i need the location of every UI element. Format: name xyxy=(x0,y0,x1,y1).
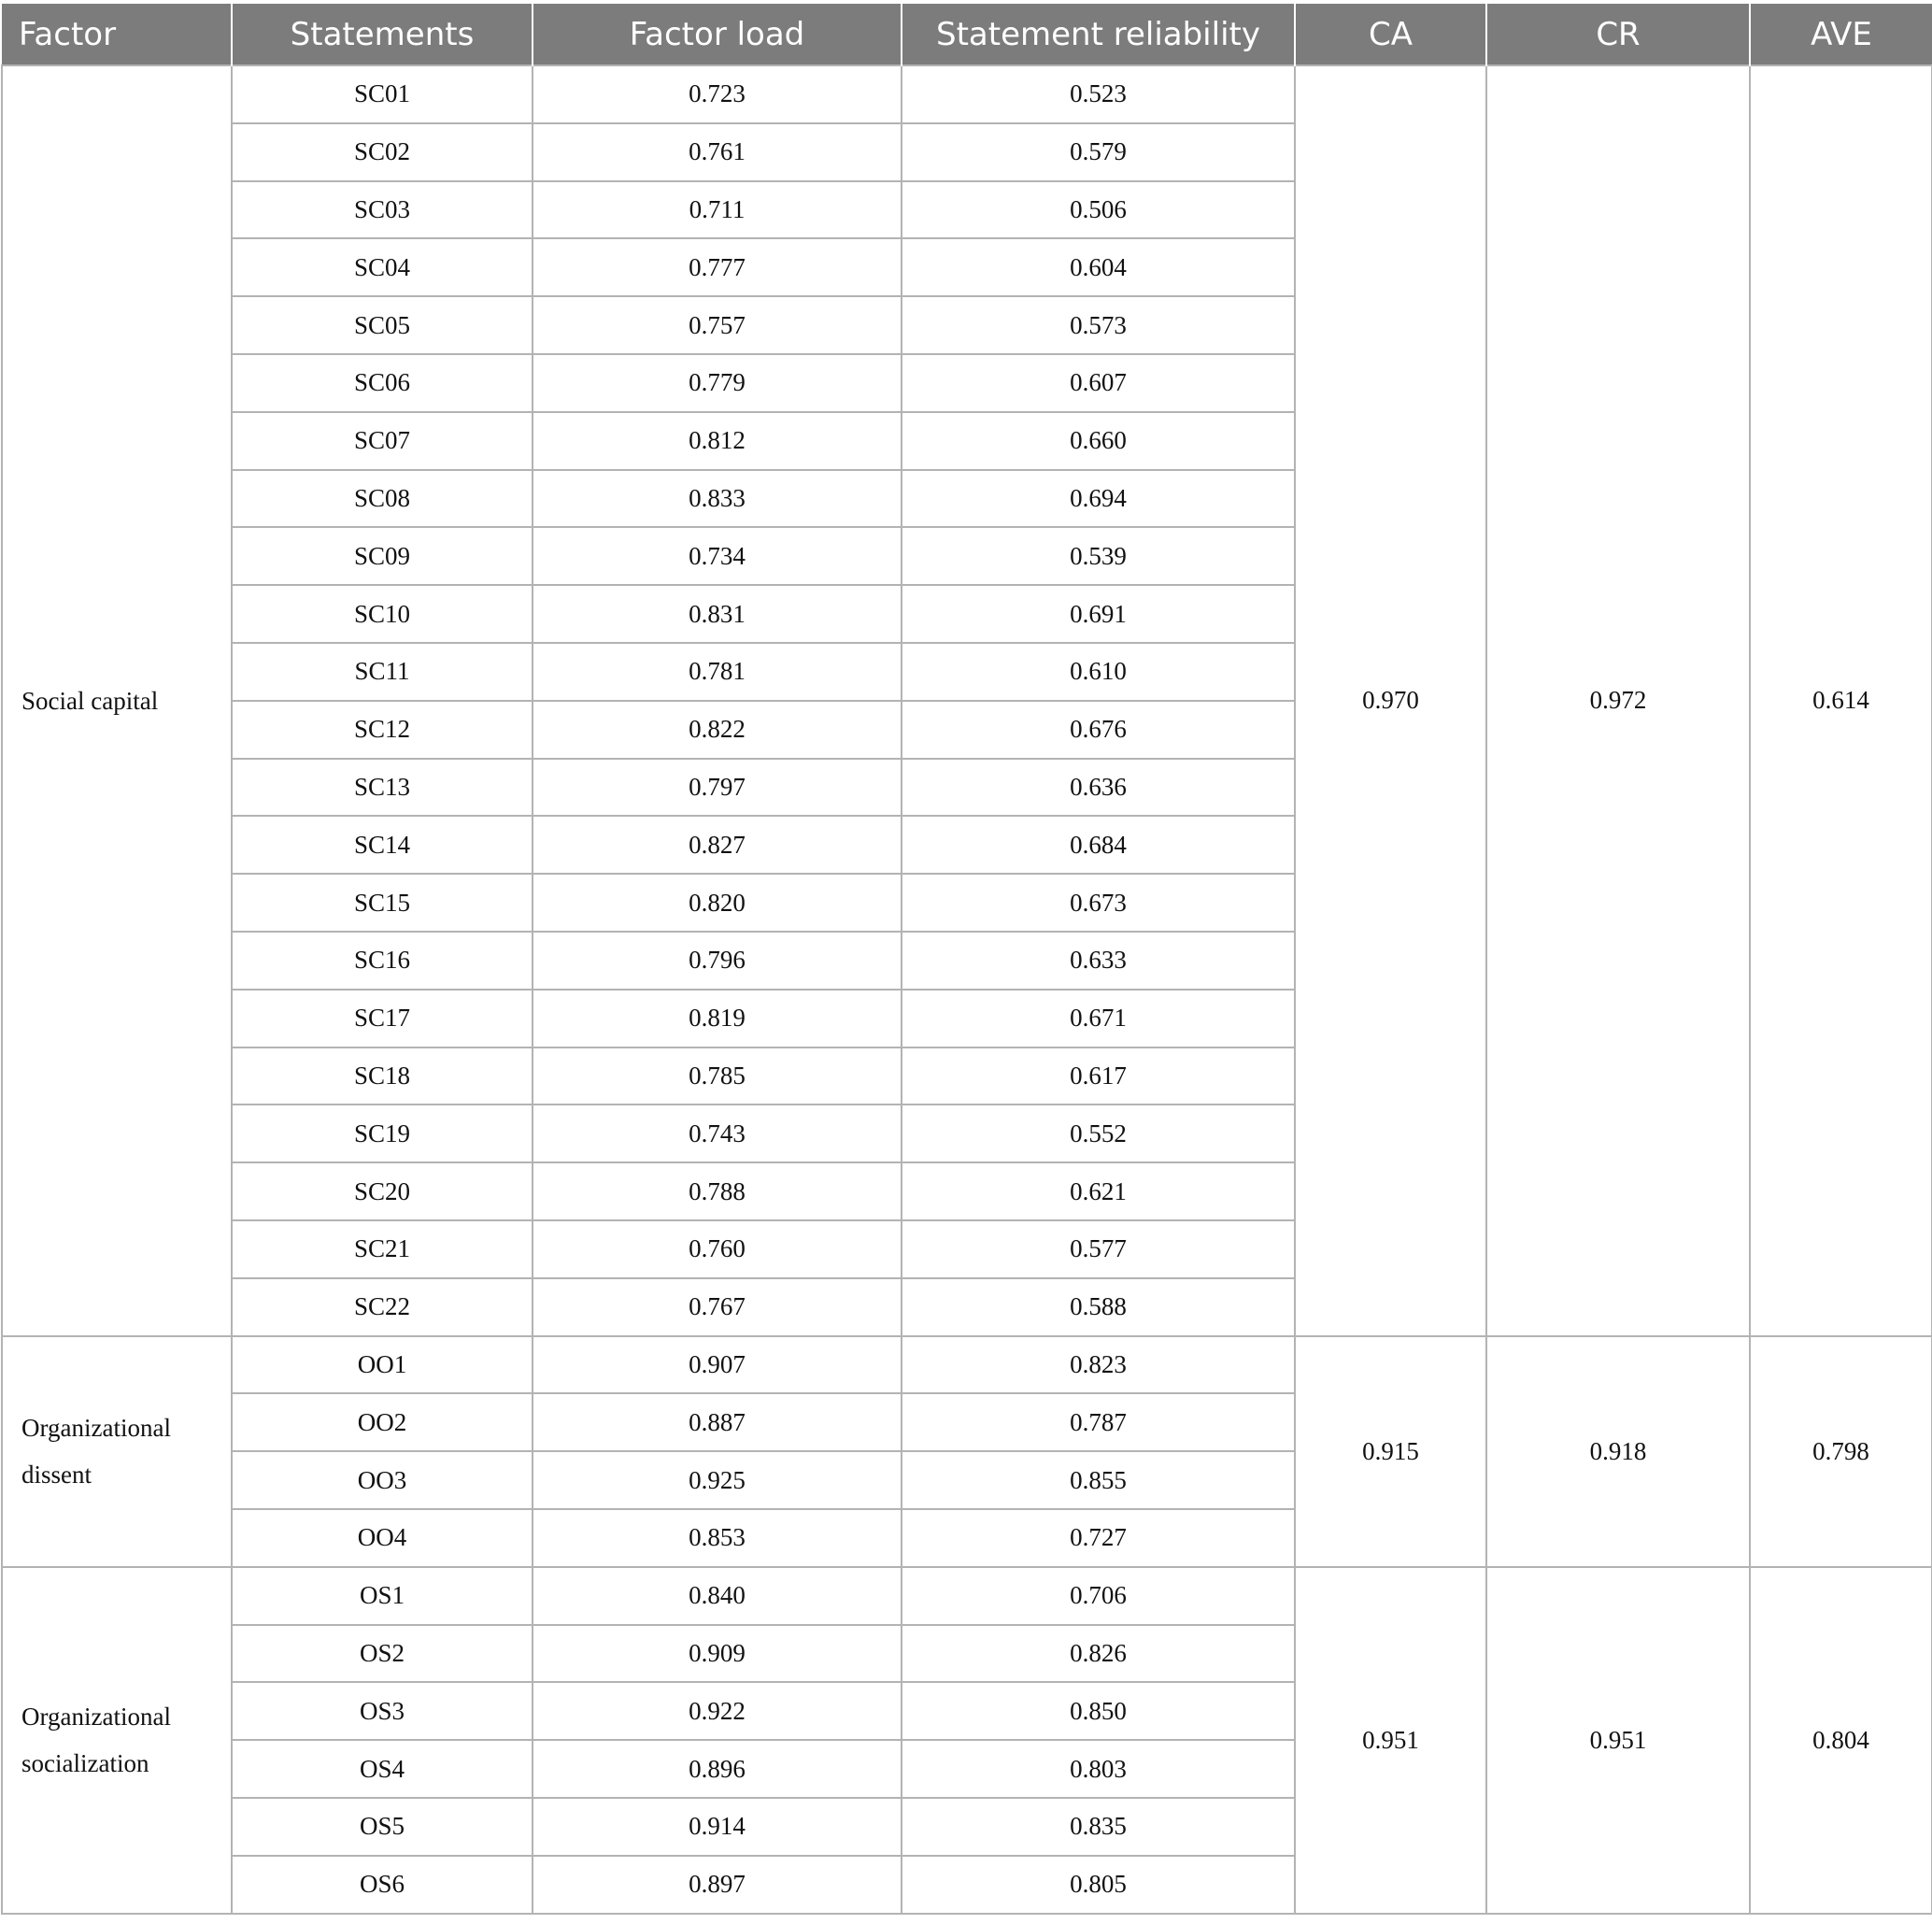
factor-load-cell: 0.761 xyxy=(533,123,902,181)
statement-cell: SC05 xyxy=(232,296,533,354)
statement-reliability-cell: 0.694 xyxy=(902,470,1295,528)
statement-reliability-cell: 0.617 xyxy=(902,1048,1295,1105)
factor-load-cell: 0.922 xyxy=(533,1682,902,1740)
statement-cell: OO3 xyxy=(232,1451,533,1509)
cr-cell: 0.951 xyxy=(1486,1567,1750,1914)
statement-reliability-cell: 0.673 xyxy=(902,874,1295,932)
factor-load-cell: 0.833 xyxy=(533,470,902,528)
header-ca: CA xyxy=(1295,4,1486,65)
header-cr: CR xyxy=(1486,4,1750,65)
statement-cell: OS1 xyxy=(232,1567,533,1625)
factor-load-cell: 0.819 xyxy=(533,990,902,1048)
factor-load-cell: 0.723 xyxy=(533,65,902,123)
statement-reliability-cell: 0.506 xyxy=(902,181,1295,239)
factor-load-cell: 0.822 xyxy=(533,701,902,759)
statement-cell: SC15 xyxy=(232,874,533,932)
factor-load-cell: 0.777 xyxy=(533,238,902,296)
statement-reliability-cell: 0.552 xyxy=(902,1105,1295,1162)
statement-cell: OS4 xyxy=(232,1740,533,1798)
factor-load-cell: 0.711 xyxy=(533,181,902,239)
factor-load-cell: 0.853 xyxy=(533,1509,902,1567)
statement-reliability-cell: 0.610 xyxy=(902,643,1295,701)
factor-load-cell: 0.827 xyxy=(533,816,902,874)
statement-cell: SC18 xyxy=(232,1048,533,1105)
header-factor-load: Factor load xyxy=(533,4,902,65)
factor-load-cell: 0.887 xyxy=(533,1393,902,1451)
header-statements: Statements xyxy=(232,4,533,65)
statement-reliability-cell: 0.588 xyxy=(902,1278,1295,1336)
statement-cell: SC17 xyxy=(232,990,533,1048)
factor-load-cell: 0.734 xyxy=(533,527,902,585)
cr-cell: 0.918 xyxy=(1486,1336,1750,1567)
statement-cell: SC08 xyxy=(232,470,533,528)
statement-cell: OS5 xyxy=(232,1798,533,1856)
statement-cell: SC02 xyxy=(232,123,533,181)
statement-reliability-cell: 0.835 xyxy=(902,1798,1295,1856)
statement-cell: SC21 xyxy=(232,1220,533,1278)
statement-reliability-cell: 0.676 xyxy=(902,701,1295,759)
factor-load-cell: 0.757 xyxy=(533,296,902,354)
header-ave: AVE xyxy=(1750,4,1932,65)
ca-cell: 0.970 xyxy=(1295,65,1486,1336)
statement-reliability-cell: 0.803 xyxy=(902,1740,1295,1798)
statement-reliability-cell: 0.671 xyxy=(902,990,1295,1048)
statement-reliability-cell: 0.684 xyxy=(902,816,1295,874)
header-row xyxy=(2,4,1932,65)
statement-reliability-cell: 0.573 xyxy=(902,296,1295,354)
factor-load-cell: 0.788 xyxy=(533,1162,902,1220)
factor-label: Social capital xyxy=(21,686,159,715)
statement-cell: SC22 xyxy=(232,1278,533,1336)
ca-cell: 0.915 xyxy=(1295,1336,1486,1567)
factor-load-cell: 0.896 xyxy=(533,1740,902,1798)
ave-cell: 0.804 xyxy=(1750,1567,1932,1914)
cr-cell: 0.972 xyxy=(1486,65,1750,1336)
factor-load-cell: 0.779 xyxy=(533,354,902,412)
statement-cell: OS6 xyxy=(232,1856,533,1914)
factor-load-cell: 0.820 xyxy=(533,874,902,932)
statement-reliability-cell: 0.636 xyxy=(902,759,1295,817)
statement-reliability-cell: 0.604 xyxy=(902,238,1295,296)
header-factor: Factor xyxy=(2,4,232,65)
factor-load-cell: 0.925 xyxy=(533,1451,902,1509)
ca-cell: 0.951 xyxy=(1295,1567,1486,1914)
statement-cell: SC07 xyxy=(232,412,533,470)
factor-load-cell: 0.897 xyxy=(533,1856,902,1914)
statement-reliability-cell: 0.850 xyxy=(902,1682,1295,1740)
statement-reliability-cell: 0.633 xyxy=(902,932,1295,990)
header-statement-reliability: Statement reliability xyxy=(902,4,1295,65)
statement-cell: OS2 xyxy=(232,1625,533,1683)
factor-cell xyxy=(2,1567,232,1914)
factor-load-cell: 0.840 xyxy=(533,1567,902,1625)
statement-cell: SC11 xyxy=(232,643,533,701)
factor-load-cell: 0.781 xyxy=(533,643,902,701)
statement-reliability-cell: 0.805 xyxy=(902,1856,1295,1914)
statement-reliability-cell: 0.539 xyxy=(902,527,1295,585)
statement-reliability-cell: 0.855 xyxy=(902,1451,1295,1509)
statement-reliability-cell: 0.660 xyxy=(902,412,1295,470)
factor-load-cell: 0.767 xyxy=(533,1278,902,1336)
statement-reliability-cell: 0.727 xyxy=(902,1509,1295,1567)
reliability-table xyxy=(1,4,1932,1915)
statement-cell: SC06 xyxy=(232,354,533,412)
table-body xyxy=(2,65,1932,1914)
table-row xyxy=(2,1336,1932,1394)
ave-cell: 0.614 xyxy=(1750,65,1932,1336)
factor-load-cell: 0.812 xyxy=(533,412,902,470)
statement-reliability-cell: 0.577 xyxy=(902,1220,1295,1278)
statement-reliability-cell: 0.579 xyxy=(902,123,1295,181)
statement-reliability-cell: 0.691 xyxy=(902,585,1295,643)
statement-cell: SC20 xyxy=(232,1162,533,1220)
factor-load-cell: 0.909 xyxy=(533,1625,902,1683)
statement-cell: SC10 xyxy=(232,585,533,643)
statement-cell: SC09 xyxy=(232,527,533,585)
factor-label: Organizational socialization xyxy=(21,1703,171,1778)
statement-cell: OO4 xyxy=(232,1509,533,1567)
statement-cell: SC16 xyxy=(232,932,533,990)
statement-reliability-cell: 0.823 xyxy=(902,1336,1295,1394)
factor-load-cell: 0.914 xyxy=(533,1798,902,1856)
factor-load-cell: 0.760 xyxy=(533,1220,902,1278)
statement-reliability-cell: 0.787 xyxy=(902,1393,1295,1451)
statement-reliability-cell: 0.523 xyxy=(902,65,1295,123)
statement-reliability-cell: 0.706 xyxy=(902,1567,1295,1625)
statement-cell: SC19 xyxy=(232,1105,533,1162)
factor-load-cell: 0.797 xyxy=(533,759,902,817)
statement-cell: SC12 xyxy=(232,701,533,759)
table-row xyxy=(2,1567,1932,1625)
statement-cell: SC04 xyxy=(232,238,533,296)
factor-load-cell: 0.743 xyxy=(533,1105,902,1162)
ave-cell: 0.798 xyxy=(1750,1336,1932,1567)
factor-load-cell: 0.796 xyxy=(533,932,902,990)
factor-load-cell: 0.785 xyxy=(533,1048,902,1105)
factor-load-cell: 0.907 xyxy=(533,1336,902,1394)
statement-reliability-cell: 0.621 xyxy=(902,1162,1295,1220)
factor-label: Organizational dissent xyxy=(21,1414,171,1489)
statement-cell: SC13 xyxy=(232,759,533,817)
statement-cell: OO2 xyxy=(232,1393,533,1451)
factor-load-cell: 0.831 xyxy=(533,585,902,643)
statement-cell: OS3 xyxy=(232,1682,533,1740)
statement-cell: SC03 xyxy=(232,181,533,239)
statement-reliability-cell: 0.607 xyxy=(902,354,1295,412)
factor-cell xyxy=(2,1336,232,1567)
factor-cell xyxy=(2,65,232,1336)
statement-cell: SC01 xyxy=(232,65,533,123)
statement-cell: OO1 xyxy=(232,1336,533,1394)
statement-reliability-cell: 0.826 xyxy=(902,1625,1295,1683)
table-row xyxy=(2,65,1932,123)
statement-cell: SC14 xyxy=(232,816,533,874)
